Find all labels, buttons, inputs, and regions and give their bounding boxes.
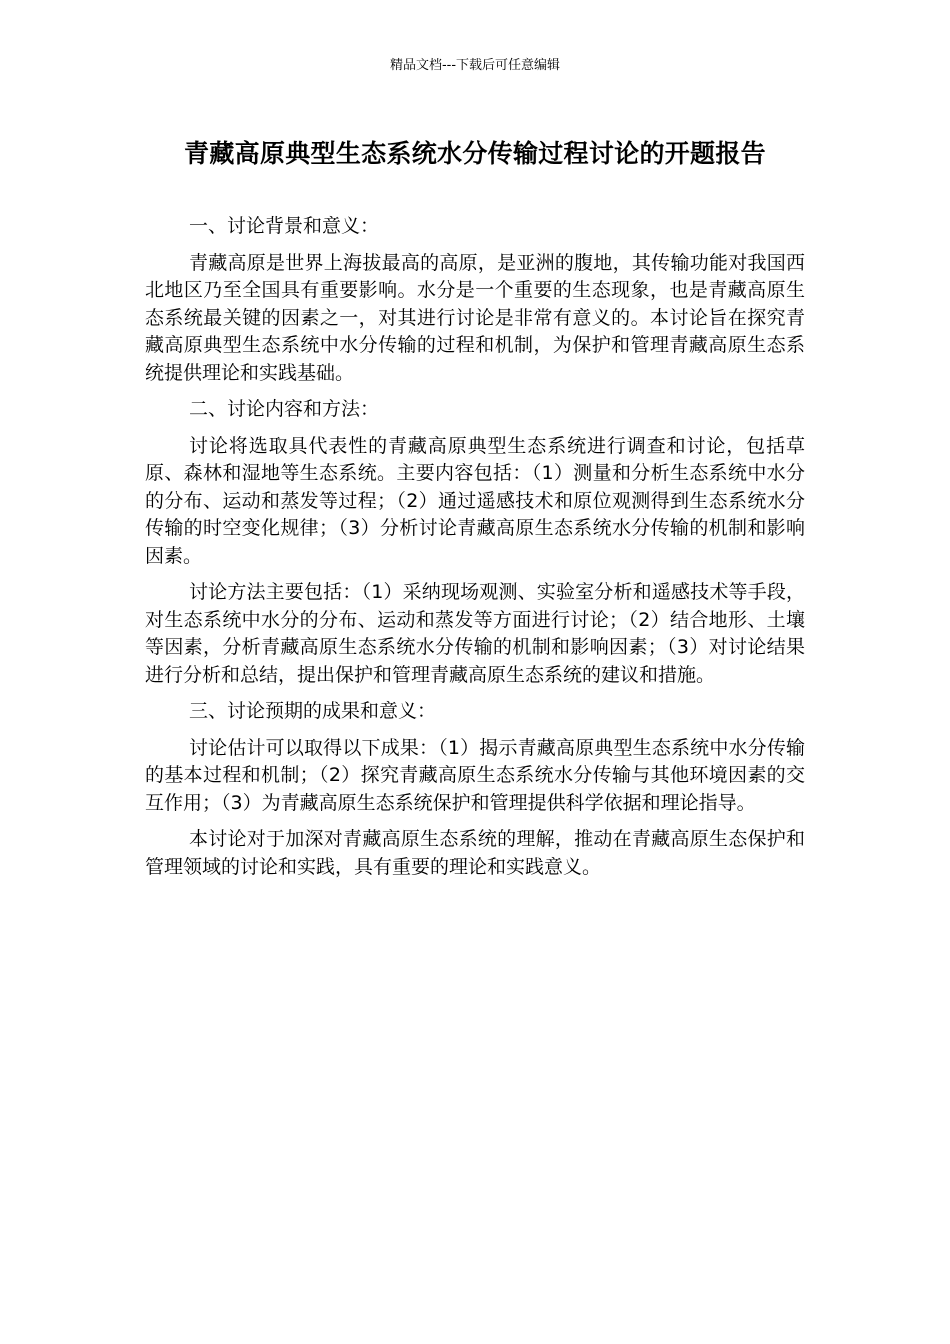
paragraph-expected-results: 讨论估计可以取得以下成果：（1）揭示青藏高原典型生态系统中水分传输的基本过程和机制；（2）探究青藏高原生态系统水分传输与其他环境因素的交互作用；（3）为青藏高原生态系统保护和管理提供科学依据和理论指导。: [145, 736, 805, 814]
paragraph-significance: 本讨论对于加深对青藏高原生态系统的理解，推动在青藏高原生态保护和管理领域的讨论和实践，具有重要的理论和实践意义。: [145, 828, 805, 878]
paragraph-method: 讨论方法主要包括：（1）采纳现场观测、实验室分析和遥感技术等手段，对生态系统中水分的分布、运动和蒸发等方面进行讨论；（2）结合地形、土壤等因素，分析青藏高原生态系统水分传输的机制和影响因素；（3）对讨论结果进行分析和总结，提出保护和管理青藏高原生态系统的建议和措施。: [145, 581, 805, 686]
paragraph-background: 青藏高原是世界上海拔最高的高原，是亚洲的腹地，其传输功能对我国西北地区乃至全国具有重要影响。水分是一个重要的生态现象，也是青藏高原生态系统最关键的因素之一，对其进行讨论是非常有意义的。本讨论旨在探究青藏高原典型生态系统中水分传输的过程和机制，为保护和管理青藏高原生态系统提供理论和实践基础。: [145, 251, 805, 384]
paragraph-content: 讨论将选取具代表性的青藏高原典型生态系统进行调查和讨论，包括草原、森林和湿地等生态系统。主要内容包括：（1）测量和分析生态系统中水分的分布、运动和蒸发等过程；（2）通过遥感技术和原位观测得到生态系统水分传输的时空变化规律；（3）分析讨论青藏高原生态系统水分传输的机制和影响因素。: [145, 434, 805, 567]
page-header: 精品文档---下载后可任意编辑: [389, 58, 561, 73]
document-body: [145, 213, 805, 890]
section-heading-background: 一、讨论背景和意义：: [189, 215, 380, 237]
section-heading-expected-results: 三、讨论预期的成果和意义：: [189, 700, 437, 722]
document-title: 青藏高原典型生态系统水分传输过程讨论的开题报告: [184, 139, 766, 168]
section-heading-content-method: 二、讨论内容和方法：: [189, 398, 380, 420]
